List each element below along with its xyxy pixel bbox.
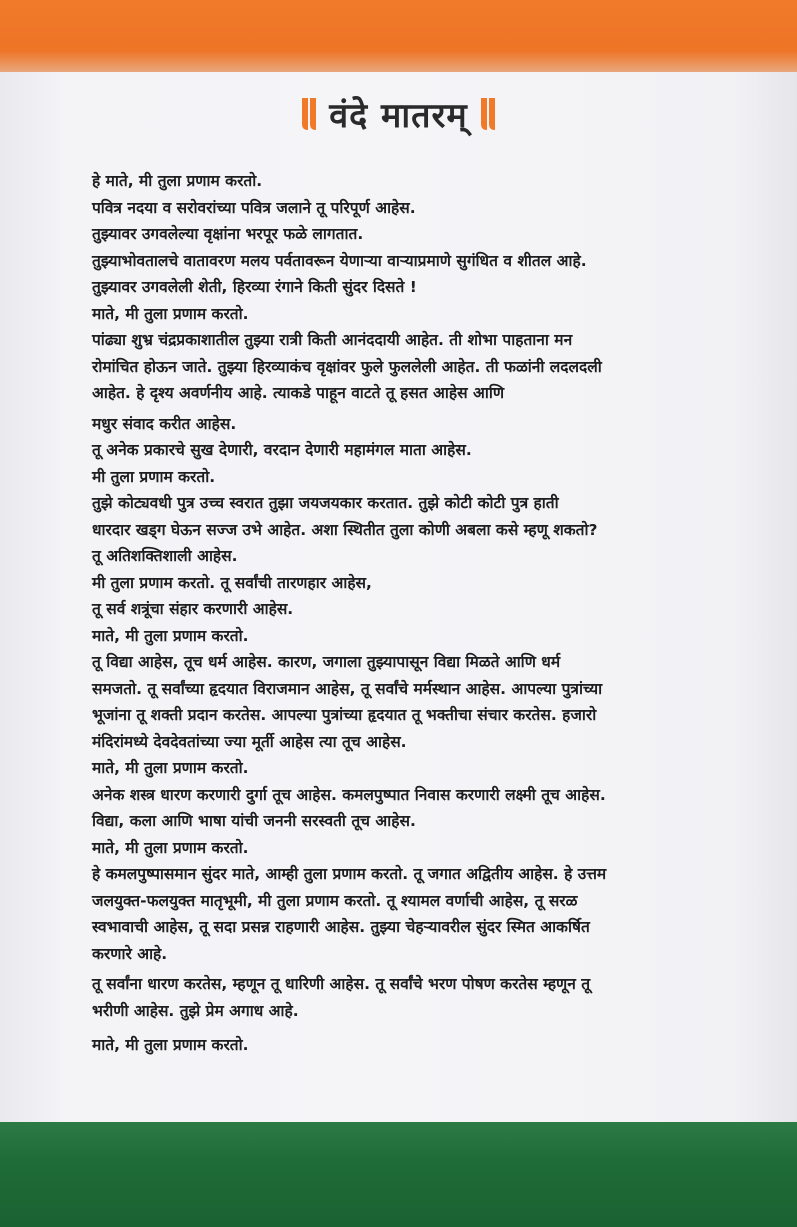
poem-text [92,168,752,1059]
text-line: तुझ्याभोवतालचे वातावरण मलय पर्वतावरून येणाऱ्या वाऱ्याप्रमाणे सुगंधित व शीतल आहे. [92,251,587,270]
text-line: तुझे कोट्यवधी पुत्र उच्च स्वरात तुझा जयजयकार करतात. तुझे कोटी कोटी पुत्र हाती [92,494,559,512]
text-line: स्वभावाची आहेस, तू सदा प्रसन्न राहणारी आहेस. तुझ्या चेहऱ्यावरील सुंदर स्मित आकर्षित [92,918,590,936]
text-line: जलयुक्त-फलयुक्त मातृभूमी, मी तुला प्रणाम करतो. तू श्यामल वर्णाची आहेस, तू सरळ [92,891,578,910]
text-line: माते, मी तुला प्रणाम करतो. [92,626,249,645]
text-line: विद्या, कला आणि भाषा यांची जननी सरस्वती तूच आहेस. [92,812,416,830]
text-line: करणारे आहे. [92,944,168,963]
text-line: पांढ्या शुभ्र चंद्रप्रकाशातील तुझ्या रात्री किती आनंददायी आहेत. ती शोभा पाहताना मन [92,331,573,349]
text-line: आहेत. हे दृश्य अवर्णनीय आहे. त्याकडे पाहून वाटते तू हसत आहेस आणि [92,384,505,402]
text-line: तू अनेक प्रकारचे सुख देणारी, वरदान देणारी महामंगल माता आहेस. [92,441,472,459]
text-line: मधुर संवाद करीत आहेस. [92,414,237,433]
left-ornament-icon [299,94,319,134]
text-line: भूजांना तू शक्ती प्रदान करतेस. आपल्या पुत्रांच्या हृदयात तू भक्तीचा संचार करतेस. हजारो [92,706,597,724]
text-line: मी तुला प्रणाम करतो. [92,467,216,486]
text-line: मी तुला प्रणाम करतो. तू सर्वांची तारणहार आहेस, [92,573,372,592]
text-line: तू अतिशक्तिशाली आहेस. [92,547,238,565]
top-orange-band [0,0,797,72]
text-line: भरीणी आहेस. तुझे प्रेम अगाध आहे. [92,1001,299,1020]
page-title: वंदे मातरम् [329,96,468,136]
text-line: मंदिरांमध्ये देवदेवतांच्या ज्या मूर्ती आहेस त्या तूच आहेस. [92,732,407,751]
text-line: तू सर्वांना धारण करतेस, म्हणून तू धारिणी आहेस. तू सर्वांचे भरण पोषण करतेस म्हणून तू [92,975,591,993]
text-line: माते, मी तुला प्रणाम करतो. [92,304,249,323]
text-line: तुझ्यावर उगवलेली शेती, हिरव्या रंगाने किती सुंदर दिसते ! [92,278,417,296]
text-line: माते, मी तुला प्रणाम करतो. [92,838,249,857]
text-line: समजतो. तू सर्वांच्या हृदयात विराजमान आहेस, तू सर्वांचे मर्मस्थान आहेस. आपल्या पुत्रांच्या [92,679,603,698]
text-line: हे कमलपुष्पासमान सुंदर माते, आम्ही तुला प्रणाम करतो. तू जगात अद्वितीय आहेस. हे उत्तम [92,865,607,883]
text-line: तुझ्यावर उगवलेल्या वृक्षांना भरपूर फळे लागतात. [92,225,364,243]
text-line: पवित्र नदया व सरोवरांच्या पवित्र जलाने तू परिपूर्ण आहेस. [92,198,416,217]
right-ornament-icon [478,94,498,134]
title-row [0,86,797,142]
bottom-green-band [0,1122,797,1227]
text-line: माते, मी तुला प्रणाम करतो. [92,1036,249,1054]
text-line: माते, मी तुला प्रणाम करतो. [92,759,249,777]
text-line: तू विद्या आहेस, तूच धर्म आहेस. कारण, जगाला तुझ्यापासून विद्या मिळते आणि धर्म [92,653,561,671]
text-line: तू सर्व शत्रूंचा संहार करणारी आहेस. [92,600,294,618]
text-line: हे माते, मी तुला प्रणाम करतो. [92,172,263,190]
text-line: रोमांचित होऊन जाते. तुझ्या हिरव्याकंच वृक्षांवर फुले फुललेली आहेत. ती फळांनी लदलदली [92,357,602,376]
text-line: धारदार खड्ग घेऊन सज्ज उभे आहेत. अशा स्थितीत तुला कोणी अबला कसे म्हणू शकतो? [92,520,598,539]
text-line: अनेक शस्त्र धारण करणारी दुर्गा तूच आहेस. कमलपुष्पात निवास करणारी लक्ष्मी तूच आहेस. [92,785,606,804]
